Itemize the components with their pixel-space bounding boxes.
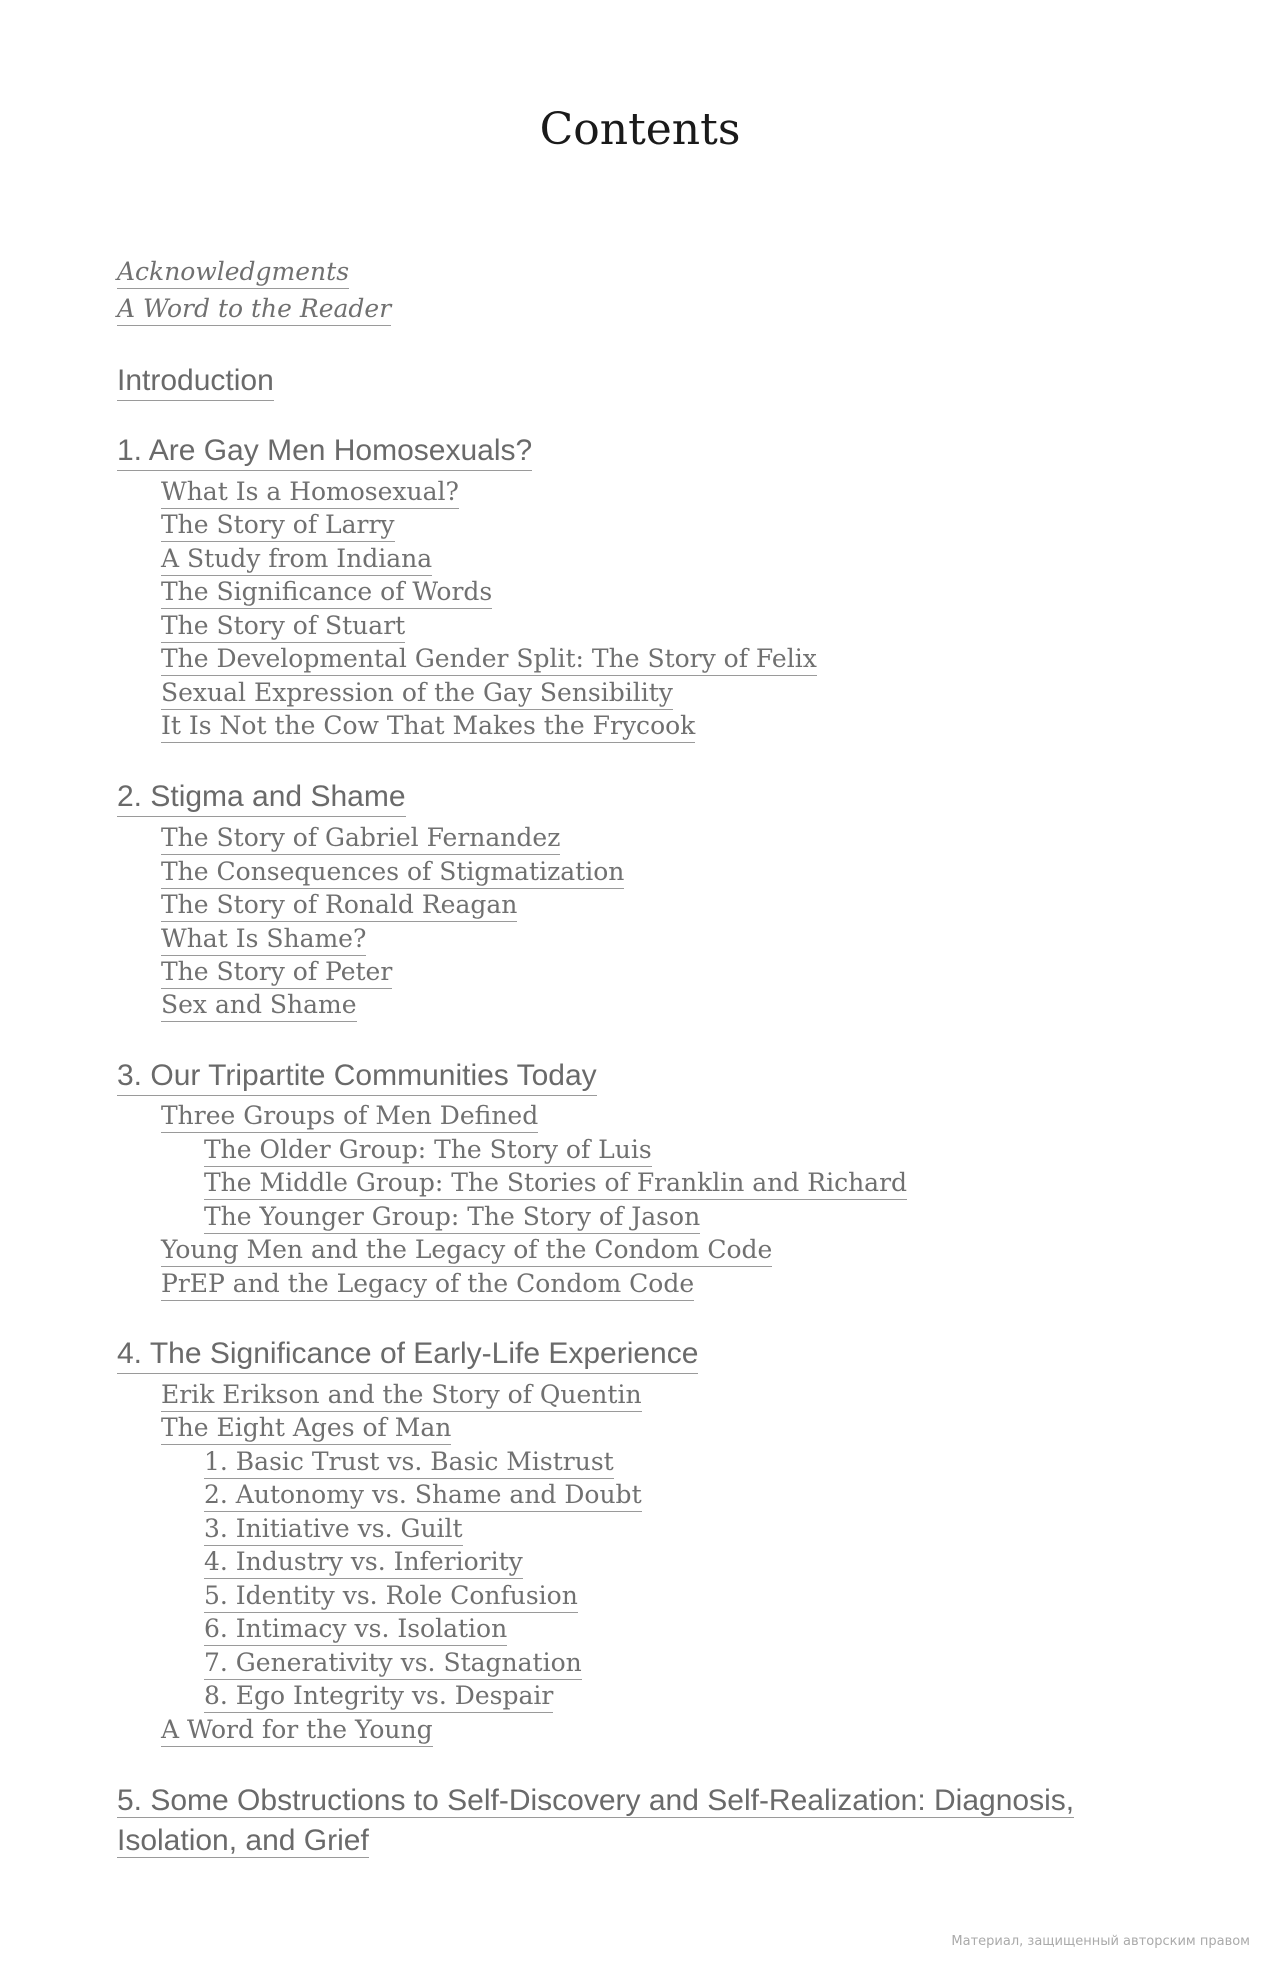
toc-link-section[interactable]: A Study from Indiana <box>161 543 432 576</box>
toc-link-subsection[interactable]: 8. Ego Integrity vs. Despair <box>204 1680 553 1713</box>
toc-link-section[interactable]: The Significance of Words <box>161 576 492 609</box>
toc-link-subsection[interactable]: 4. Industry vs. Inferiority <box>204 1546 523 1579</box>
toc-link-section[interactable]: What Is a Homosexual? <box>161 476 459 509</box>
toc-link-chapter-4[interactable]: 4. The Significance of Early-Life Experience <box>117 1335 698 1374</box>
toc-link-acknowledgments[interactable]: Acknowledgments <box>117 256 349 289</box>
toc-link-section[interactable]: The Story of Gabriel Fernandez <box>161 822 560 855</box>
toc-link-section[interactable]: What Is Shame? <box>161 923 366 956</box>
chapter-5-title-line-2: Isolation, and Grief <box>117 1824 369 1857</box>
toc-link-section[interactable]: It Is Not the Cow That Makes the Frycook <box>161 710 695 743</box>
toc-link-section[interactable]: Sexual Expression of the Gay Sensibility <box>161 677 673 710</box>
toc-link-subsection[interactable]: 2. Autonomy vs. Shame and Doubt <box>204 1479 642 1512</box>
toc-link-section[interactable]: The Consequences of Stigmatization <box>161 856 624 889</box>
toc-link-subsection[interactable]: 6. Intimacy vs. Isolation <box>204 1613 507 1646</box>
toc-link-section[interactable]: Sex and Shame <box>161 989 357 1022</box>
toc-link-section[interactable]: The Developmental Gender Split: The Story of Felix <box>161 643 817 676</box>
page-title: Contents <box>539 104 741 155</box>
toc-link-chapter-1[interactable]: 1. Are Gay Men Homosexuals? <box>117 432 532 471</box>
toc-link-chapter-2[interactable]: 2. Stigma and Shame <box>117 778 406 817</box>
toc-link-section[interactable]: Three Groups of Men Defined <box>161 1100 538 1133</box>
chapter-5-title-line-1: 5. Some Obstructions to Self-Discovery and Self-Realization: Diagnosis, <box>117 1784 1075 1817</box>
toc-link-section[interactable]: The Story of Peter <box>161 956 392 989</box>
toc-link-subsection[interactable]: 7. Generativity vs. Stagnation <box>204 1647 582 1680</box>
toc-link-chapter-5[interactable] <box>117 1781 1127 1861</box>
toc-link-subsection[interactable]: 1. Basic Trust vs. Basic Mistrust <box>204 1446 614 1479</box>
toc-link-section[interactable]: The Eight Ages of Man <box>161 1412 451 1445</box>
toc-link-section[interactable]: The Story of Stuart <box>161 610 405 643</box>
toc-link-subsection[interactable]: The Middle Group: The Stories of Franklin and Richard <box>204 1167 907 1200</box>
toc-link-section[interactable]: The Story of Larry <box>161 509 395 542</box>
toc-link-subsection[interactable]: The Older Group: The Story of Luis <box>204 1134 652 1167</box>
copyright-watermark: Материал, защищенный авторским правом <box>951 1934 1250 1949</box>
toc-link-introduction[interactable]: Introduction <box>117 362 274 401</box>
toc-link-subsection[interactable]: 3. Initiative vs. Guilt <box>204 1513 463 1546</box>
toc-link-section[interactable]: A Word for the Young <box>161 1714 433 1747</box>
toc-link-word-to-reader[interactable]: A Word to the Reader <box>117 293 391 326</box>
toc-link-subsection[interactable]: 5. Identity vs. Role Confusion <box>204 1580 578 1613</box>
toc-link-chapter-3[interactable]: 3. Our Tripartite Communities Today <box>117 1057 597 1096</box>
toc-link-section[interactable]: The Story of Ronald Reagan <box>161 889 517 922</box>
toc-link-section[interactable]: PrEP and the Legacy of the Condom Code <box>161 1268 694 1301</box>
toc-link-subsection[interactable]: The Younger Group: The Story of Jason <box>204 1201 700 1234</box>
toc-link-section[interactable]: Young Men and the Legacy of the Condom Code <box>161 1234 772 1267</box>
toc-link-section[interactable]: Erik Erikson and the Story of Quentin <box>161 1379 642 1412</box>
